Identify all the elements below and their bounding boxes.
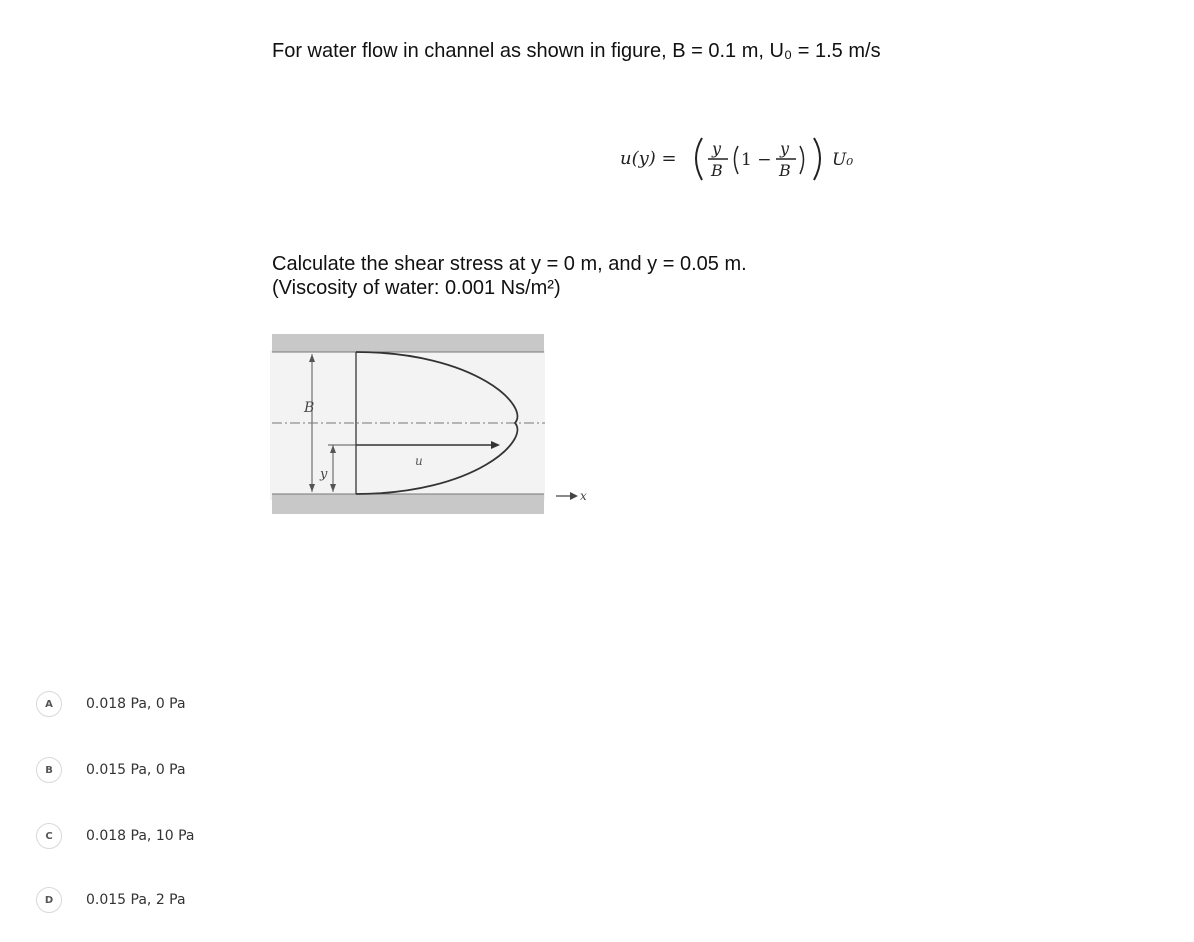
option-letter-badge: D: [36, 887, 62, 913]
option-text: 0.018 Pa, 0 Pa: [86, 696, 186, 712]
formula-frac2-num: y: [780, 139, 790, 158]
answer-option-a[interactable]: [36, 691, 186, 717]
formula-one-minus: 1 −: [741, 150, 772, 170]
answer-option-d[interactable]: [36, 887, 186, 913]
formula-frac1-num: y: [712, 139, 722, 158]
answer-option-b[interactable]: [36, 757, 186, 783]
label-u: u: [415, 454, 423, 468]
channel-flow-figure: [270, 332, 600, 518]
label-x: x: [580, 489, 587, 503]
calc-line-1: Calculate the shear stress at y = 0 m, and y = 0.05 m.: [272, 253, 747, 275]
velocity-formula: [620, 128, 890, 188]
label-B: B: [304, 400, 315, 416]
formula-frac1-den: B: [711, 161, 723, 180]
option-letter-badge: C: [36, 823, 62, 849]
answer-option-c[interactable]: [36, 823, 194, 849]
bottom-wall: [272, 494, 544, 514]
option-letter-badge: A: [36, 691, 62, 717]
option-text: 0.018 Pa, 10 Pa: [86, 828, 195, 844]
option-text: 0.015 Pa, 2 Pa: [86, 892, 186, 908]
formula-frac2-den: B: [779, 161, 791, 180]
option-text: 0.015 Pa, 0 Pa: [86, 762, 186, 778]
option-letter-badge: B: [36, 757, 62, 783]
question-calc: [272, 252, 747, 300]
top-wall: [272, 334, 544, 352]
label-y: y: [320, 467, 328, 482]
formula-U0: U₀: [832, 150, 854, 170]
calc-line-2: (Viscosity of water: 0.001 Ns/m²): [272, 277, 561, 299]
formula-lhs: u(y) =: [620, 148, 677, 169]
question-intro: For water flow in channel as shown in figure, B = 0.1 m, U₀ = 1.5 m/s: [272, 40, 881, 62]
